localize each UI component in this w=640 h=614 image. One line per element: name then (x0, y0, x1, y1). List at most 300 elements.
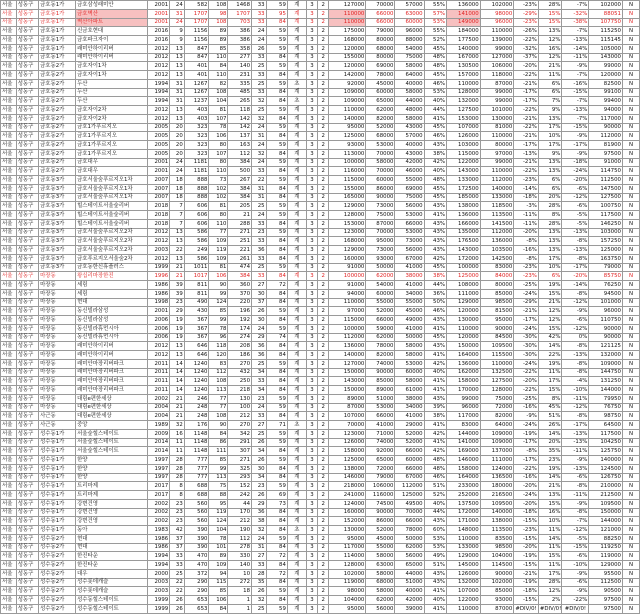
table-cell[interactable]: 금호1가푸르지오 (76, 132, 148, 141)
table-cell[interactable]: 1986 (147, 289, 169, 298)
table-cell[interactable]: -38% (562, 18, 589, 27)
table-cell[interactable]: N (622, 307, 639, 316)
table-cell[interactable]: 계 (287, 88, 306, 97)
table-cell[interactable]: 847 (184, 53, 209, 62)
table-cell[interactable]: 104250 (589, 438, 623, 447)
table-cell[interactable]: 21 (170, 394, 185, 403)
table-cell[interactable]: 144750 (589, 368, 623, 377)
table-cell[interactable]: 트리마제 (76, 491, 148, 500)
table-cell[interactable]: 성동구 (16, 543, 38, 552)
table-cell[interactable]: 68000 (366, 132, 395, 141)
table-cell[interactable]: 2 (318, 359, 329, 368)
table-cell[interactable]: 53000 (395, 211, 424, 220)
table-cell[interactable]: 금호동3가 (39, 228, 76, 237)
table-cell[interactable]: 1994 (147, 88, 169, 97)
table-cell[interactable]: 29 (252, 499, 267, 508)
table-cell[interactable]: 125000 (329, 456, 366, 465)
table-cell[interactable]: 59 (266, 27, 287, 36)
table-cell[interactable]: 1994 (147, 79, 169, 88)
table-cell[interactable]: 55% (424, 27, 446, 36)
table-cell[interactable]: 94000 (589, 106, 623, 115)
table-cell[interactable]: 89000 (366, 386, 395, 395)
table-cell[interactable]: 582 (184, 1, 209, 10)
table-cell[interactable]: 1998 (147, 298, 169, 307)
table-cell[interactable]: 136500 (480, 473, 514, 482)
table-cell[interactable]: 31 (252, 184, 267, 193)
table-cell[interactable]: 77 (209, 403, 228, 412)
table-cell[interactable]: 20% (538, 193, 562, 202)
table-cell[interactable]: 95000 (329, 123, 366, 132)
table-cell[interactable]: 50000 (395, 534, 424, 543)
table-cell[interactable]: N (622, 167, 639, 176)
table-cell[interactable]: 72000 (366, 464, 395, 473)
table-cell[interactable]: 470 (184, 561, 209, 570)
table-cell[interactable]: N (622, 491, 639, 500)
table-cell[interactable]: -17% (514, 456, 539, 465)
table-cell[interactable]: 18 (170, 176, 185, 185)
table-cell[interactable]: N (622, 552, 639, 561)
table-cell[interactable]: 서울 (1, 149, 17, 158)
table-cell[interactable]: 88 (209, 491, 228, 500)
table-cell[interactable]: 84 (266, 517, 287, 526)
table-cell[interactable]: 84 (266, 473, 287, 482)
table-cell[interactable]: 112500 (589, 578, 623, 587)
table-cell[interactable]: 165000 (329, 193, 366, 202)
table-cell[interactable]: 158000 (329, 447, 366, 456)
table-cell[interactable]: 59 (266, 482, 287, 491)
table-cell[interactable]: 서울 (1, 289, 17, 298)
table-cell[interactable]: 25 (252, 62, 267, 71)
table-cell[interactable]: 서울숲힐스테이트 (76, 429, 148, 438)
table-cell[interactable]: 2 (318, 561, 329, 570)
table-cell[interactable]: 24 (252, 403, 267, 412)
table-cell[interactable]: 88250 (589, 534, 623, 543)
table-cell[interactable]: 3 (306, 298, 317, 307)
table-cell[interactable]: 2001 (147, 18, 169, 27)
table-cell[interactable]: 586 (184, 237, 209, 246)
table-cell[interactable]: 100 (228, 403, 252, 412)
table-cell[interactable]: 계 (287, 289, 306, 298)
table-cell[interactable]: 금호서울숲푸르지오2차 (76, 246, 148, 255)
table-cell[interactable]: 112 (228, 149, 252, 158)
table-cell[interactable]: 2006 (147, 324, 169, 333)
table-cell[interactable]: 1994 (147, 552, 169, 561)
table-cell[interactable]: 3 (306, 211, 317, 220)
table-cell[interactable]: 15% (538, 386, 562, 395)
table-cell[interactable]: N (622, 359, 639, 368)
table-cell[interactable]: 84 (266, 132, 287, 141)
table-cell[interactable]: 59 (266, 36, 287, 45)
table-cell[interactable]: 653 (184, 604, 209, 613)
table-cell[interactable]: 2 (318, 491, 329, 500)
table-cell[interactable]: 277 (228, 53, 252, 62)
table-cell[interactable]: 2001 (147, 1, 169, 10)
table-cell[interactable]: 3 (306, 438, 317, 447)
table-cell[interactable]: 26 (252, 456, 267, 465)
table-cell[interactable]: 계 (287, 237, 306, 246)
table-cell[interactable]: 1999 (147, 596, 169, 605)
table-cell[interactable]: 3 (306, 499, 317, 508)
table-cell[interactable]: N (622, 97, 639, 106)
table-cell[interactable]: 143000 (589, 53, 623, 62)
table-cell[interactable]: 99000 (480, 97, 514, 106)
table-cell[interactable]: 41% (424, 377, 446, 386)
table-cell[interactable]: 강변건영 (76, 517, 148, 526)
table-cell[interactable]: 76250 (589, 281, 623, 290)
table-cell[interactable]: 3 (306, 53, 317, 62)
table-cell[interactable]: 146000 (329, 473, 366, 482)
table-cell[interactable]: 33 (252, 88, 267, 97)
table-cell[interactable]: 2 (318, 62, 329, 71)
table-cell[interactable]: 대림e편한세상 (76, 403, 148, 412)
table-cell[interactable]: 계 (287, 359, 306, 368)
table-cell[interactable]: 성동구 (16, 272, 38, 281)
table-cell[interactable]: 80 (209, 141, 228, 150)
table-cell[interactable]: 140000 (480, 184, 514, 193)
table-cell[interactable]: #DIV/0! (539, 605, 562, 612)
table-cell[interactable]: 33 (252, 71, 267, 80)
table-cell[interactable]: 동신빌라삼성 (76, 316, 148, 325)
table-cell[interactable]: 13% (538, 246, 562, 255)
table-cell[interactable]: 59 (266, 176, 287, 185)
table-cell[interactable]: 11 (170, 447, 185, 456)
table-cell[interactable]: 63000 (395, 9, 424, 18)
table-cell[interactable]: 112500 (589, 176, 623, 185)
table-cell[interactable]: 13 (170, 351, 185, 360)
table-cell[interactable]: 205 (228, 202, 252, 211)
table-cell[interactable]: 115145 (589, 36, 623, 45)
table-cell[interactable]: 117500 (589, 429, 623, 438)
table-cell[interactable]: 계 (287, 141, 306, 150)
table-cell[interactable]: 계 (287, 543, 306, 552)
table-cell[interactable]: 58000 (366, 158, 395, 167)
table-cell[interactable]: 성동구 (16, 421, 38, 430)
table-cell[interactable]: 3 (306, 351, 317, 360)
table-cell[interactable]: 서울 (1, 569, 17, 578)
table-cell[interactable]: 43% (424, 246, 446, 255)
table-cell[interactable]: 84 (266, 246, 287, 255)
table-cell[interactable]: 288 (228, 219, 252, 228)
table-cell[interactable]: 2 (318, 552, 329, 561)
table-cell[interactable]: 계 (287, 18, 306, 27)
table-cell[interactable]: 초 (287, 526, 306, 535)
table-cell[interactable]: 24 (252, 123, 267, 132)
table-cell[interactable]: 28 (170, 473, 185, 482)
table-cell[interactable]: 2 (318, 202, 329, 211)
table-cell[interactable]: 94500 (589, 289, 623, 298)
table-cell[interactable]: 102 (209, 193, 228, 202)
table-cell[interactable]: 33 (252, 272, 267, 281)
table-cell[interactable]: N (622, 36, 639, 45)
table-cell[interactable]: 43% (424, 228, 446, 237)
table-cell[interactable]: -12% (562, 403, 589, 412)
table-cell[interactable]: 158000 (447, 377, 481, 386)
table-cell[interactable]: 래미안하이리버 (76, 342, 148, 351)
table-cell[interactable]: 9% (538, 106, 562, 115)
table-cell[interactable]: N (622, 184, 639, 193)
table-cell[interactable]: 93000 (480, 596, 514, 605)
table-cell[interactable]: 68000 (366, 578, 395, 587)
table-cell[interactable]: 52% (424, 36, 446, 45)
table-cell[interactable]: 서울 (1, 88, 17, 97)
table-cell[interactable]: 84 (266, 447, 287, 456)
table-cell[interactable]: 90000 (480, 569, 514, 578)
table-cell[interactable]: 221 (228, 246, 252, 255)
table-cell[interactable]: 103000 (447, 141, 481, 150)
table-cell[interactable]: 서울 (1, 246, 17, 255)
table-cell[interactable]: 금호동1가 (39, 27, 76, 36)
table-cell[interactable]: 3 (306, 106, 317, 115)
table-cell[interactable]: 성동구 (16, 412, 38, 421)
table-cell[interactable]: 서울 (1, 167, 17, 176)
table-cell[interactable]: 서울 (1, 158, 17, 167)
table-cell[interactable]: 2002 (147, 499, 169, 508)
table-cell[interactable]: 367 (184, 316, 209, 325)
table-cell[interactable]: -18% (562, 158, 589, 167)
table-cell[interactable]: 144000 (589, 386, 623, 395)
table-cell[interactable]: 28% (538, 219, 562, 228)
table-cell[interactable]: 88000 (395, 36, 424, 45)
table-cell[interactable]: 서울 (1, 228, 17, 237)
table-cell[interactable]: 계 (287, 438, 306, 447)
table-cell[interactable]: 11% (538, 71, 562, 80)
table-cell[interactable]: 57% (424, 9, 446, 18)
table-cell[interactable]: 43% (424, 569, 446, 578)
table-cell[interactable]: 104000 (480, 552, 514, 561)
table-cell[interactable]: 29 (170, 307, 185, 316)
table-cell[interactable]: 2 (318, 211, 329, 220)
table-cell[interactable]: 24 (252, 141, 267, 150)
table-cell[interactable]: 금호자이1차 (76, 62, 148, 71)
table-cell[interactable]: 126000 (447, 569, 481, 578)
table-cell[interactable]: 80 (209, 211, 228, 220)
table-cell[interactable]: 계 (287, 281, 306, 290)
table-cell[interactable]: 33 (252, 9, 267, 18)
table-cell[interactable]: 13 (170, 114, 185, 123)
table-cell[interactable]: 169000 (447, 447, 481, 456)
table-cell[interactable]: 2 (318, 604, 329, 613)
table-cell[interactable]: 9 (170, 27, 185, 36)
table-cell[interactable]: 성수동2가 (39, 578, 76, 587)
table-cell[interactable]: 성수동1가 (39, 447, 76, 456)
table-cell[interactable]: 1017 (184, 272, 209, 281)
table-cell[interactable]: 현대 (76, 298, 148, 307)
table-cell[interactable]: 110000 (329, 298, 366, 307)
table-cell[interactable]: -24% (514, 491, 539, 500)
table-cell[interactable]: 24 (170, 167, 185, 176)
table-cell[interactable]: 성수동2가 (39, 569, 76, 578)
table-cell[interactable]: 성동구 (16, 281, 38, 290)
table-cell[interactable]: 11% (538, 368, 562, 377)
table-cell[interactable]: 60000 (366, 88, 395, 97)
table-cell[interactable]: 432 (228, 368, 252, 377)
table-cell[interactable]: 53% (424, 543, 446, 552)
table-cell[interactable]: 95000 (329, 534, 366, 543)
table-cell[interactable]: -6% (562, 202, 589, 211)
table-cell[interactable]: 35 (252, 578, 267, 587)
table-cell[interactable]: 646 (184, 342, 209, 351)
table-cell[interactable]: 서울 (1, 211, 17, 220)
table-cell[interactable]: 1148 (184, 438, 209, 447)
table-cell[interactable]: 109000 (589, 359, 623, 368)
table-cell[interactable]: -22% (514, 106, 539, 115)
table-cell[interactable]: 44% (424, 106, 446, 115)
table-cell[interactable]: -8% (562, 508, 589, 517)
table-cell[interactable]: 2003 (147, 246, 169, 255)
table-cell[interactable]: 59 (266, 79, 287, 88)
table-cell[interactable]: 마장동 (39, 324, 76, 333)
table-cell[interactable]: 34000 (395, 289, 424, 298)
table-cell[interactable]: 90000 (589, 123, 623, 132)
table-cell[interactable]: 금호동2가 (39, 97, 76, 106)
table-cell[interactable]: 31 (170, 88, 185, 97)
table-cell[interactable]: 서울 (1, 456, 17, 465)
table-cell[interactable]: N (622, 71, 639, 80)
table-cell[interactable]: 22 (170, 587, 185, 596)
table-cell[interactable]: 성수동1가 (39, 464, 76, 473)
table-cell[interactable]: -17% (562, 141, 589, 150)
table-cell[interactable]: 149000 (447, 18, 481, 27)
table-cell[interactable]: 95000 (329, 604, 366, 613)
table-cell[interactable]: 성동구 (16, 79, 38, 88)
table-cell[interactable]: 58000 (395, 377, 424, 386)
table-cell[interactable]: N (622, 88, 639, 97)
table-cell[interactable]: 73 (266, 499, 287, 508)
table-cell[interactable]: 3 (306, 254, 317, 263)
table-cell[interactable]: 90000 (480, 324, 514, 333)
table-cell[interactable]: -11% (562, 394, 589, 403)
table-cell[interactable]: 서울 (1, 377, 17, 386)
table-cell[interactable]: 1707 (228, 9, 252, 18)
table-cell[interactable]: 64000 (395, 71, 424, 80)
table-cell[interactable]: 마장동 (39, 298, 76, 307)
table-cell[interactable]: 160000 (329, 508, 366, 517)
table-cell[interactable]: 서울 (1, 464, 17, 473)
table-cell[interactable]: 계 (287, 377, 306, 386)
table-cell[interactable]: 성동구 (16, 368, 38, 377)
table-cell[interactable]: 2017 (147, 491, 169, 500)
table-cell[interactable]: 126000 (447, 132, 481, 141)
table-cell[interactable]: 2 (318, 421, 329, 430)
table-cell[interactable]: 17% (538, 254, 562, 263)
table-cell[interactable]: 45% (538, 403, 562, 412)
table-cell[interactable]: 59 (266, 587, 287, 596)
table-cell[interactable]: 15% (538, 289, 562, 298)
table-cell[interactable]: -3% (514, 202, 539, 211)
table-cell[interactable]: 계 (287, 561, 306, 570)
table-cell[interactable]: 119250 (589, 543, 623, 552)
table-cell[interactable]: N (622, 254, 639, 263)
table-cell[interactable]: 33 (252, 18, 267, 27)
table-cell[interactable]: 44 (228, 499, 252, 508)
table-cell[interactable]: 52000 (395, 429, 424, 438)
table-cell[interactable]: 703 (228, 18, 252, 27)
table-cell[interactable]: 2 (318, 316, 329, 325)
table-cell[interactable]: 52000 (366, 526, 395, 535)
table-cell[interactable]: 20 (170, 141, 185, 150)
table-cell[interactable]: -29% (514, 298, 539, 307)
table-cell[interactable]: 서울 (1, 421, 17, 430)
table-cell[interactable]: 97500 (589, 596, 623, 605)
table-cell[interactable]: 140 (228, 62, 252, 71)
table-cell[interactable]: 474 (228, 263, 252, 272)
table-cell[interactable]: 45% (424, 123, 446, 132)
table-cell[interactable]: N (622, 464, 639, 473)
table-cell[interactable]: 성동구 (16, 324, 38, 333)
table-cell[interactable]: 3 (306, 412, 317, 421)
table-cell[interactable]: -11% (562, 491, 589, 500)
table-cell[interactable]: 성동구 (16, 246, 38, 255)
table-cell[interactable]: 32 (170, 421, 185, 430)
table-cell[interactable]: 성동구 (16, 578, 38, 587)
table-cell[interactable]: 서울 (1, 298, 17, 307)
table-cell[interactable]: -13% (562, 429, 589, 438)
table-cell[interactable]: 3 (306, 368, 317, 377)
table-cell[interactable]: 140000 (447, 44, 481, 53)
table-cell[interactable]: 39 (170, 281, 185, 290)
table-cell[interactable]: 75000 (395, 53, 424, 62)
table-cell[interactable]: 계 (287, 44, 306, 53)
table-cell[interactable]: 132500 (480, 368, 514, 377)
table-cell[interactable]: 112 (209, 368, 228, 377)
table-cell[interactable]: 83500 (480, 534, 514, 543)
table-cell[interactable]: 성동구 (16, 289, 38, 298)
table-cell[interactable]: 138000 (480, 517, 514, 526)
table-cell[interactable]: 99000 (480, 88, 514, 97)
table-cell[interactable]: 430 (184, 307, 209, 316)
table-cell[interactable]: 69 (266, 491, 287, 500)
table-cell[interactable]: 74000 (366, 438, 395, 447)
table-cell[interactable]: 3 (306, 447, 317, 456)
table-cell[interactable]: 서울 (1, 508, 17, 517)
table-cell[interactable]: 34000 (395, 403, 424, 412)
table-cell[interactable]: 133000 (447, 543, 481, 552)
table-cell[interactable]: 60000 (395, 18, 424, 27)
table-cell[interactable]: -13% (562, 36, 589, 45)
table-cell[interactable]: 서울 (1, 552, 17, 561)
table-cell[interactable]: 서울 (1, 499, 17, 508)
table-cell[interactable]: 서울 (1, 359, 17, 368)
table-cell[interactable]: 계 (287, 534, 306, 543)
table-cell[interactable]: 22% (538, 351, 562, 360)
table-cell[interactable]: 19% (538, 359, 562, 368)
table-cell[interactable]: 1181 (184, 158, 209, 167)
table-cell[interactable]: 33 (170, 552, 185, 561)
table-cell[interactable]: 2 (318, 298, 329, 307)
table-cell[interactable]: 2012 (147, 71, 169, 80)
table-cell[interactable]: 96000 (395, 27, 424, 36)
table-cell[interactable]: 157000 (447, 71, 481, 80)
table-cell[interactable]: 42% (424, 158, 446, 167)
table-cell[interactable]: 성동구 (16, 596, 38, 605)
table-cell[interactable]: 1148 (184, 429, 209, 438)
table-cell[interactable]: 2 (318, 438, 329, 447)
table-cell[interactable]: 성동구 (16, 604, 38, 613)
table-cell[interactable]: 91000 (329, 263, 366, 272)
table-cell[interactable]: 100000 (329, 158, 366, 167)
table-cell[interactable]: 53000 (395, 359, 424, 368)
table-cell[interactable]: 금호동2가 (39, 79, 76, 88)
table-cell[interactable]: 2 (318, 246, 329, 255)
table-cell[interactable]: 126750 (589, 473, 623, 482)
table-cell[interactable]: 성수동1가 (39, 508, 76, 517)
table-cell[interactable]: 48% (424, 464, 446, 473)
table-cell[interactable]: 2012 (147, 53, 169, 62)
table-cell[interactable]: -13% (514, 149, 539, 158)
table-cell[interactable]: 73 (209, 176, 228, 185)
table-cell[interactable]: 3 (306, 167, 317, 176)
table-cell[interactable]: 서울 (1, 526, 17, 535)
